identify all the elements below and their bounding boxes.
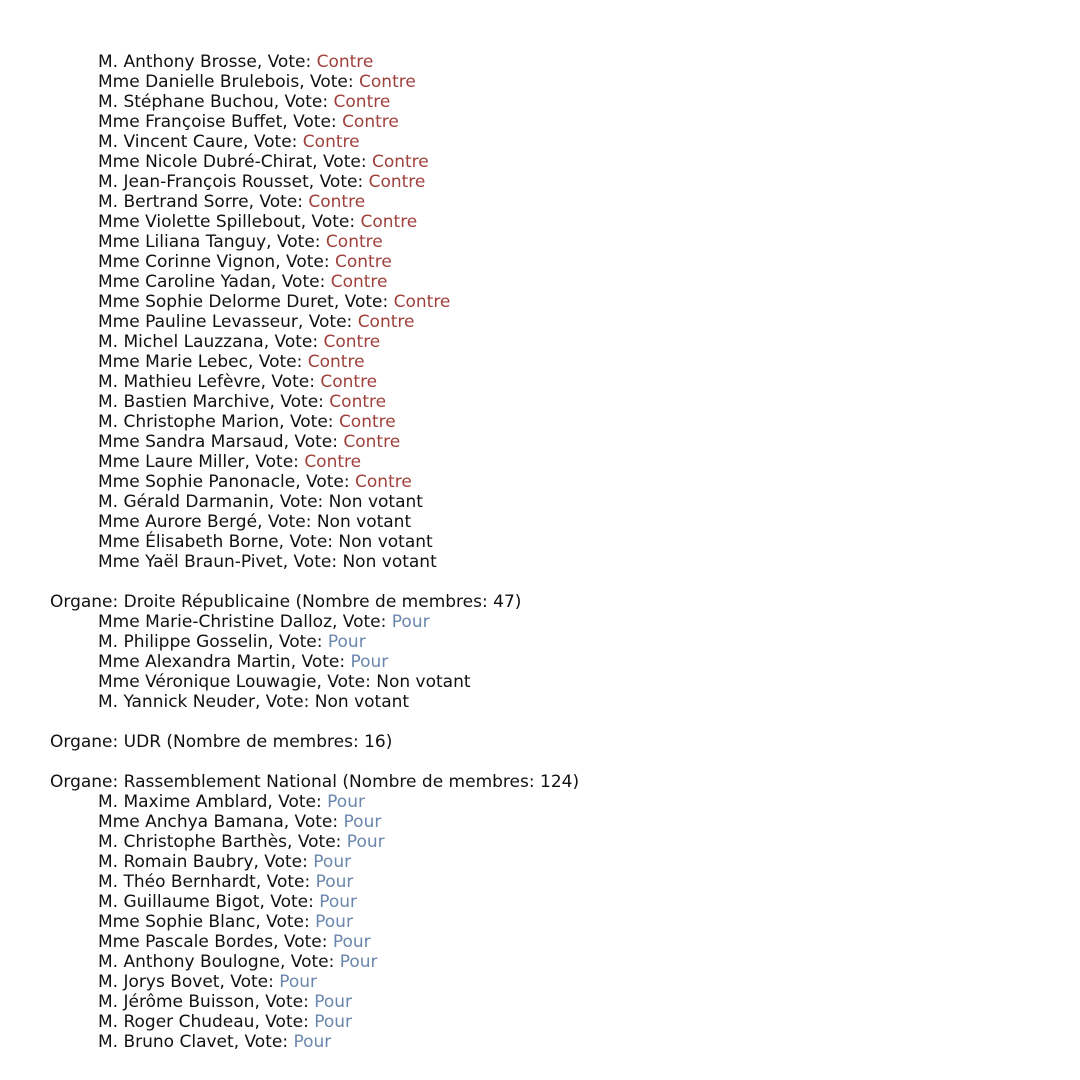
organe-name: UDR [123, 732, 162, 752]
member-row [50, 152, 1060, 172]
member-row [50, 132, 1060, 152]
vote-listing [50, 52, 1060, 1052]
member-row [50, 932, 1060, 952]
vote-label: , Vote: [259, 892, 320, 912]
member-row [50, 412, 1060, 432]
member-row [50, 72, 1060, 92]
member-row [50, 92, 1060, 112]
vote-value: Pour [346, 832, 385, 852]
vote-value: Contre [329, 392, 387, 412]
members-count-suffix: ) [572, 772, 580, 792]
vote-value: Contre [360, 212, 418, 232]
vote-value: Contre [330, 272, 388, 292]
member-name: M. Anthony Boulogne [98, 952, 280, 972]
member-name: M. Yannick Neuder [98, 692, 255, 712]
vote-label: , Vote: [263, 332, 324, 352]
vote-value: Pour [343, 812, 382, 832]
vote-value: Pour [332, 932, 371, 952]
member-row [50, 452, 1060, 472]
vote-label: , Vote: [247, 352, 308, 372]
vote-label: , Vote: [295, 472, 356, 492]
members-count-prefix: (Nombre de membres: [290, 592, 494, 612]
vote-label: , Vote: [308, 172, 369, 192]
member-row [50, 992, 1060, 1012]
member-row [50, 292, 1060, 312]
member-row [50, 792, 1060, 812]
vote-value: Pour [279, 972, 318, 992]
member-row [50, 212, 1060, 232]
organe-name: Droite Républicaine [123, 592, 291, 612]
member-name: Mme Violette Spillebout [98, 212, 301, 232]
member-name: Mme Sophie Panonacle [98, 472, 296, 492]
vote-label: , Vote: [257, 512, 317, 532]
vote-value: Contre [338, 412, 396, 432]
vote-value: Contre [368, 172, 426, 192]
member-name: Mme Élisabeth Borne [98, 532, 279, 552]
vote-value: Pour [314, 992, 353, 1012]
vote-label: , Vote: [287, 832, 347, 852]
vote-label: , Vote: [256, 52, 317, 72]
member-row [50, 952, 1060, 972]
members-count: 16 [364, 732, 386, 752]
member-name: M. Jean-François Rousset [98, 172, 309, 192]
member-name: Mme Véronique Louwagie [98, 672, 317, 692]
member-name: Mme Alexandra Martin [98, 652, 291, 672]
vote-label: , Vote: [300, 212, 361, 232]
vote-value: Contre [355, 472, 412, 492]
member-name: Mme Caroline Yadan [98, 272, 271, 292]
members-count: 47 [493, 592, 515, 612]
vote-label: , Vote: [273, 92, 334, 112]
vote-value: Pour [391, 612, 430, 632]
member-row [50, 532, 1060, 552]
member-row [50, 1032, 1060, 1052]
member-row [50, 912, 1060, 932]
vote-label: , Vote: [248, 192, 309, 212]
vote-value: Non votant [376, 672, 471, 692]
member-row [50, 392, 1060, 412]
vote-value: Pour [319, 892, 358, 912]
vote-value: Non votant [314, 692, 410, 712]
member-name: M. Christophe Barthès [98, 832, 288, 852]
vote-label: , Vote: [297, 312, 358, 332]
vote-value: Pour [313, 852, 352, 872]
vote-value: Contre [304, 452, 362, 472]
organe-name: Rassemblement National [123, 772, 337, 792]
member-name: M. Maxime Amblard [98, 792, 268, 812]
organe-prefix: Organe: [50, 732, 124, 752]
member-row [50, 192, 1060, 212]
member-row [50, 232, 1060, 252]
member-row [50, 372, 1060, 392]
member-name: Mme Marie Lebec [98, 352, 248, 372]
vote-label: , Vote: [255, 692, 315, 712]
vote-value: Contre [323, 332, 381, 352]
member-row [50, 492, 1060, 512]
member-row [50, 832, 1060, 852]
organe-section [50, 52, 1060, 572]
vote-value: Contre [357, 312, 415, 332]
vote-value: Pour [327, 792, 365, 812]
vote-value: Contre [325, 232, 383, 252]
member-name: Mme Sophie Delorme Duret [98, 292, 334, 312]
member-name: M. Bertrand Sorre [98, 192, 249, 212]
vote-label: , Vote: [299, 72, 360, 92]
vote-value: Pour [293, 1032, 332, 1052]
vote-value: Contre [335, 252, 392, 272]
member-name: Mme Pascale Bordes [98, 932, 274, 952]
vote-label: , Vote: [270, 272, 331, 292]
vote-label: , Vote: [253, 852, 314, 872]
member-row [50, 652, 1060, 672]
vote-label: , Vote: [279, 412, 339, 432]
vote-label: , Vote: [333, 292, 394, 312]
member-row [50, 472, 1060, 492]
member-name: M. Michel Lauzzana [98, 332, 264, 352]
organe-heading [50, 732, 1060, 752]
vote-label: , Vote: [316, 672, 377, 692]
member-name: M. Bastien Marchive [98, 392, 270, 412]
member-name: Mme Nicole Dubré-Chirat [98, 152, 313, 172]
member-name: Mme Pauline Levasseur [98, 312, 298, 332]
member-row [50, 352, 1060, 372]
vote-value: Contre [371, 152, 429, 172]
member-row [50, 332, 1060, 352]
vote-value: Contre [316, 52, 374, 72]
member-name: Mme Françoise Buffet [98, 112, 283, 132]
vote-label: , Vote: [282, 552, 343, 572]
member-row [50, 1012, 1060, 1032]
vote-label: , Vote: [268, 492, 329, 512]
member-row [50, 852, 1060, 872]
vote-label: , Vote: [275, 252, 335, 272]
vote-value: Pour [315, 912, 353, 932]
vote-label: , Vote: [273, 932, 333, 952]
member-name: Mme Marie-Christine Dalloz [98, 612, 332, 632]
vote-value: Contre [342, 112, 399, 132]
members-count: 124 [540, 772, 573, 792]
vote-value: Pour [314, 1012, 353, 1032]
member-name: M. Stéphane Buchou [98, 92, 274, 112]
member-name: Mme Aurore Bergé [98, 512, 258, 532]
member-row [50, 872, 1060, 892]
vote-value: Non votant [338, 532, 433, 552]
vote-label: , Vote: [283, 432, 344, 452]
vote-label: , Vote: [332, 612, 392, 632]
vote-label: , Vote: [282, 112, 343, 132]
vote-label: , Vote: [233, 1032, 294, 1052]
members-count-prefix: (Nombre de membres: [161, 732, 365, 752]
vote-value: Pour [315, 872, 354, 892]
vote-label: , Vote: [219, 972, 280, 992]
vote-value: Contre [308, 192, 366, 212]
member-name: M. Théo Bernhardt [98, 872, 256, 892]
vote-value: Contre [359, 72, 416, 92]
member-row [50, 512, 1060, 532]
vote-value: Non votant [316, 512, 412, 532]
vote-value: Contre [320, 372, 378, 392]
member-name: M. Christophe Marion [98, 412, 280, 432]
member-name: M. Guillaume Bigot [98, 892, 260, 912]
member-name: M. Romain Baubry [98, 852, 254, 872]
vote-label: , Vote: [283, 812, 344, 832]
vote-label: , Vote: [279, 952, 340, 972]
members-count-suffix: ) [514, 592, 522, 612]
member-name: M. Anthony Brosse [98, 52, 257, 72]
member-row [50, 432, 1060, 452]
member-row [50, 612, 1060, 632]
member-name: Mme Danielle Brulebois [98, 72, 300, 92]
organe-heading [50, 592, 1060, 612]
vote-label: , Vote: [268, 632, 328, 652]
member-row [50, 252, 1060, 272]
organe-section [50, 732, 1060, 752]
member-row [50, 112, 1060, 132]
vote-value: Pour [339, 952, 378, 972]
organe-section [50, 772, 1060, 1052]
vote-label: , Vote: [255, 872, 316, 892]
vote-label: , Vote: [254, 1012, 315, 1032]
member-name: M. Jorys Bovet [98, 972, 220, 992]
member-name: Mme Sophie Blanc [98, 912, 256, 932]
member-name: M. Jérôme Buisson [98, 992, 255, 1012]
vote-label: , Vote: [243, 132, 303, 152]
vote-value: Non votant [342, 552, 437, 572]
member-row [50, 552, 1060, 572]
vote-value: Contre [307, 352, 365, 372]
vote-label: , Vote: [260, 372, 321, 392]
vote-label: , Vote: [267, 792, 328, 812]
member-row [50, 312, 1060, 332]
member-name: M. Philippe Gosselin [98, 632, 269, 652]
vote-label: , Vote: [278, 532, 339, 552]
organe-prefix: Organe: [50, 592, 124, 612]
member-row [50, 812, 1060, 832]
member-name: M. Bruno Clavet [98, 1032, 234, 1052]
vote-label: , Vote: [255, 912, 316, 932]
member-name: Mme Corinne Vignon [98, 252, 276, 272]
vote-value: Contre [333, 92, 391, 112]
member-name: Mme Yaël Braun-Pivet [98, 552, 283, 572]
vote-label: , Vote: [312, 152, 372, 172]
member-name: M. Vincent Caure [98, 132, 244, 152]
vote-value: Non votant [328, 492, 423, 512]
vote-value: Contre [343, 432, 401, 452]
member-row [50, 892, 1060, 912]
vote-label: , Vote: [290, 652, 351, 672]
organe-heading [50, 772, 1060, 792]
member-row [50, 272, 1060, 292]
member-name: Mme Anchya Bamana [98, 812, 284, 832]
vote-label: , Vote: [266, 232, 326, 252]
member-row [50, 972, 1060, 992]
member-row [50, 692, 1060, 712]
vote-label: , Vote: [244, 452, 305, 472]
vote-value: Contre [393, 292, 451, 312]
members-count-suffix: ) [385, 732, 393, 752]
member-name: Mme Sandra Marsaud [98, 432, 284, 452]
vote-label: , Vote: [254, 992, 315, 1012]
member-name: Mme Laure Miller [98, 452, 245, 472]
vote-value: Contre [302, 132, 360, 152]
organe-prefix: Organe: [50, 772, 124, 792]
member-name: M. Mathieu Lefèvre [98, 372, 261, 392]
member-row [50, 632, 1060, 652]
member-name: M. Gérald Darmanin [98, 492, 269, 512]
member-row [50, 172, 1060, 192]
organe-section [50, 592, 1060, 712]
member-row [50, 672, 1060, 692]
vote-value: Pour [327, 632, 366, 652]
vote-label: , Vote: [269, 392, 330, 412]
member-row [50, 52, 1060, 72]
vote-value: Pour [350, 652, 389, 672]
member-name: Mme Liliana Tanguy [98, 232, 267, 252]
member-name: M. Roger Chudeau [98, 1012, 255, 1032]
members-count-prefix: (Nombre de membres: [336, 772, 540, 792]
